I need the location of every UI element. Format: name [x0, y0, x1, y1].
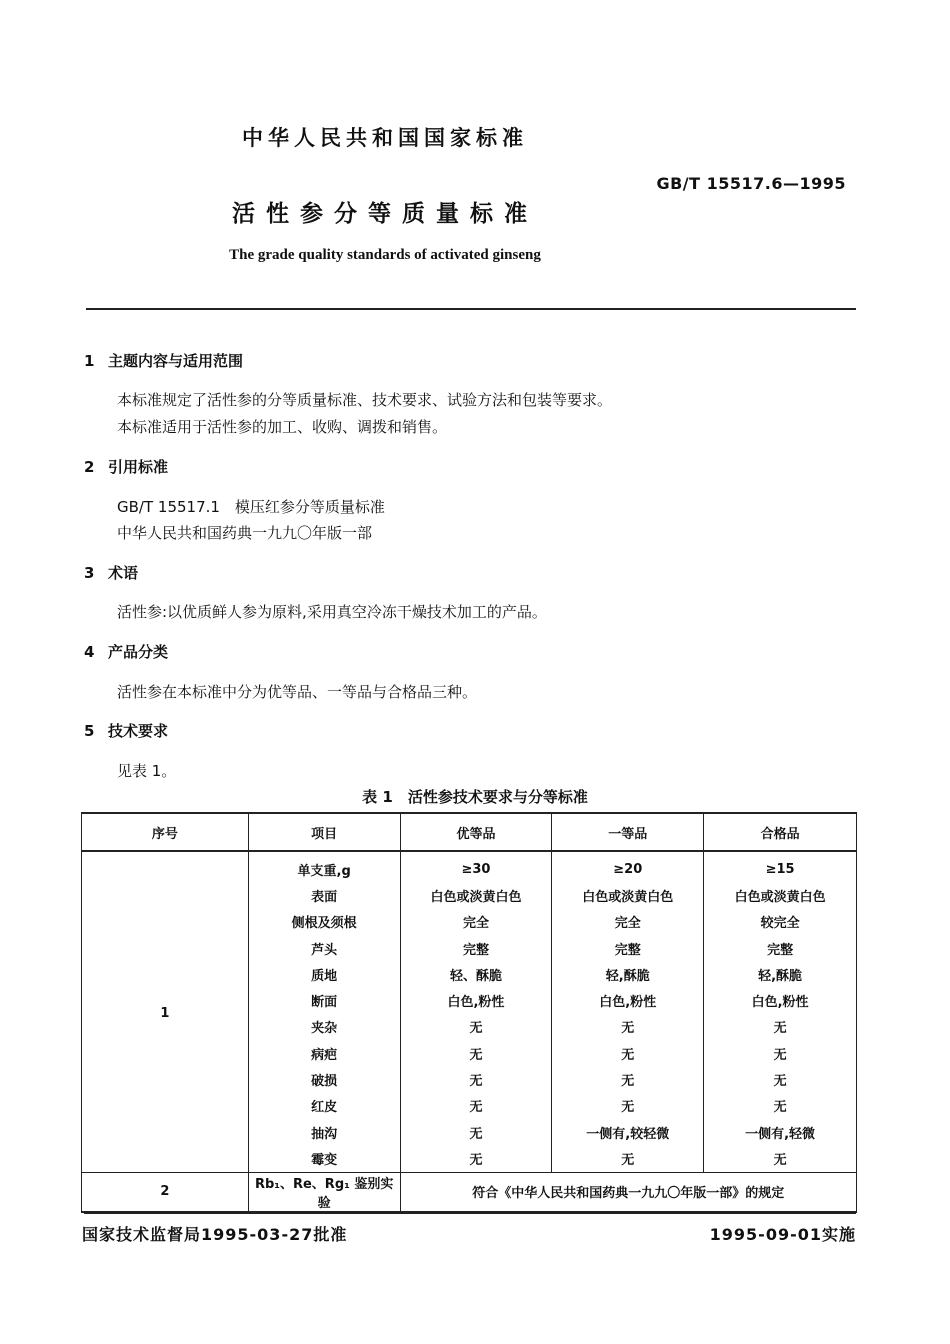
header-qualified-grade: 合格品 — [704, 813, 857, 851]
cell-premium: 无 — [400, 1014, 552, 1040]
cell-first: 无 — [552, 1040, 704, 1066]
cell-premium: 白色,粉性 — [400, 987, 552, 1013]
row-group-index: 1 — [82, 851, 249, 1172]
cell-item: 芦头 — [248, 935, 400, 961]
cell-premium: ≥30 — [400, 851, 552, 882]
standard-code: GB/T 15517.6—1995 — [656, 174, 846, 193]
document-title-cn: 活性参分等质量标准 — [232, 201, 538, 227]
header-item: 项目 — [248, 813, 400, 851]
cell-first: 无 — [552, 1145, 704, 1172]
cell-qualified: 白色或淡黄白色 — [704, 882, 857, 908]
cell-item: 侧根及须根 — [248, 909, 400, 935]
cell-item: 断面 — [248, 987, 400, 1013]
cell-qualified: 无 — [704, 1066, 857, 1092]
cell-qualified: 白色,粉性 — [704, 987, 857, 1013]
header-divider — [86, 308, 856, 310]
section-number: 2 — [84, 458, 95, 476]
effective-date: 1995-09-01实施 — [709, 1225, 856, 1244]
section-number: 5 — [84, 722, 95, 740]
section-title: 技术要求 — [108, 722, 169, 740]
cell-first: 无 — [552, 1093, 704, 1119]
document-title-en: The grade quality standards of activated ginseng — [229, 247, 541, 263]
cell-first: 无 — [552, 1066, 704, 1092]
section-title: 引用标准 — [108, 458, 169, 476]
cell-qualified: 较完全 — [704, 909, 857, 935]
cell-premium: 无 — [400, 1093, 552, 1119]
cell-premium: 白色或淡黄白色 — [400, 882, 552, 908]
issuing-organization: 中华人民共和国国家标准 — [242, 126, 528, 150]
cell-premium: 无 — [400, 1145, 552, 1172]
table-header-row — [82, 813, 857, 851]
cell-first: 无 — [552, 1014, 704, 1040]
requirements-table — [81, 812, 857, 1213]
paragraph-scope-1: 本标准规定了活性参的分等质量标准、技术要求、试验方法和包装等要求。 — [117, 391, 613, 409]
section-title: 术语 — [108, 564, 139, 582]
section-title: 产品分类 — [108, 643, 169, 661]
cell-item: 霉变 — [248, 1145, 400, 1172]
cell-item: 表面 — [248, 882, 400, 908]
section-number: 1 — [84, 352, 95, 370]
cell-item: Rb₁、Re、Rg₁ 鉴别实验 — [248, 1172, 400, 1212]
section-heading-requirements — [84, 720, 168, 741]
cell-first: 完整 — [552, 935, 704, 961]
header-index: 序号 — [82, 813, 249, 851]
cell-index: 2 — [82, 1172, 249, 1212]
paragraph-reference-1: GB/T 15517.1 模压红参分等质量标准 — [117, 498, 385, 516]
cell-first: 完全 — [552, 909, 704, 935]
cell-premium: 完整 — [400, 935, 552, 961]
section-number: 4 — [84, 643, 95, 661]
section-number: 3 — [84, 564, 95, 582]
paragraph-reference-2: 中华人民共和国药典一九九〇年版一部 — [117, 524, 373, 542]
cell-first: 一侧有,较轻微 — [552, 1119, 704, 1145]
header-first-grade: 一等品 — [552, 813, 704, 851]
cell-first: 轻,酥脆 — [552, 961, 704, 987]
cell-qualified: 完整 — [704, 935, 857, 961]
cell-premium: 无 — [400, 1119, 552, 1145]
cell-qualified: 无 — [704, 1014, 857, 1040]
table-row — [82, 851, 857, 882]
cell-qualified: 无 — [704, 1040, 857, 1066]
paragraph-classification: 活性参在本标准中分为优等品、一等品与合格品三种。 — [117, 683, 478, 701]
cell-first: 白色或淡黄白色 — [552, 882, 704, 908]
cell-item: 病疤 — [248, 1040, 400, 1066]
paragraph-scope-2: 本标准适用于活性参的加工、收购、调拨和销售。 — [117, 418, 448, 436]
cell-premium: 完全 — [400, 909, 552, 935]
footer-divider — [84, 1212, 856, 1214]
cell-item: 破损 — [248, 1066, 400, 1092]
cell-qualified: 无 — [704, 1145, 857, 1172]
cell-first: ≥20 — [552, 851, 704, 882]
section-heading-terms — [84, 562, 138, 583]
cell-qualified: 一侧有,轻微 — [704, 1119, 857, 1145]
section-heading-references — [84, 456, 168, 477]
cell-premium: 轻、酥脆 — [400, 961, 552, 987]
section-heading-classification — [84, 641, 168, 662]
cell-premium: 无 — [400, 1040, 552, 1066]
cell-requirement: 符合《中华人民共和国药典一九九〇年版一部》的规定 — [400, 1172, 856, 1212]
cell-qualified: ≥15 — [704, 851, 857, 882]
approval-date: 国家技术监督局1995-03-27批准 — [82, 1225, 348, 1244]
table-caption: 表 1 活性参技术要求与分等标准 — [362, 788, 588, 806]
cell-first: 白色,粉性 — [552, 987, 704, 1013]
header-premium-grade: 优等品 — [400, 813, 552, 851]
section-title: 主题内容与适用范围 — [108, 352, 244, 370]
table-row-identification — [82, 1172, 857, 1212]
paragraph-term-definition: 活性参:以优质鲜人参为原料,采用真空冷冻干燥技术加工的产品。 — [117, 603, 547, 621]
cell-item: 夹杂 — [248, 1014, 400, 1040]
cell-premium: 无 — [400, 1066, 552, 1092]
cell-item: 抽沟 — [248, 1119, 400, 1145]
section-heading-scope — [84, 350, 243, 371]
cell-item: 红皮 — [248, 1093, 400, 1119]
cell-item: 单支重,g — [248, 851, 400, 882]
cell-item: 质地 — [248, 961, 400, 987]
cell-qualified: 无 — [704, 1093, 857, 1119]
paragraph-see-table: 见表 1。 — [117, 762, 177, 780]
cell-qualified: 轻,酥脆 — [704, 961, 857, 987]
